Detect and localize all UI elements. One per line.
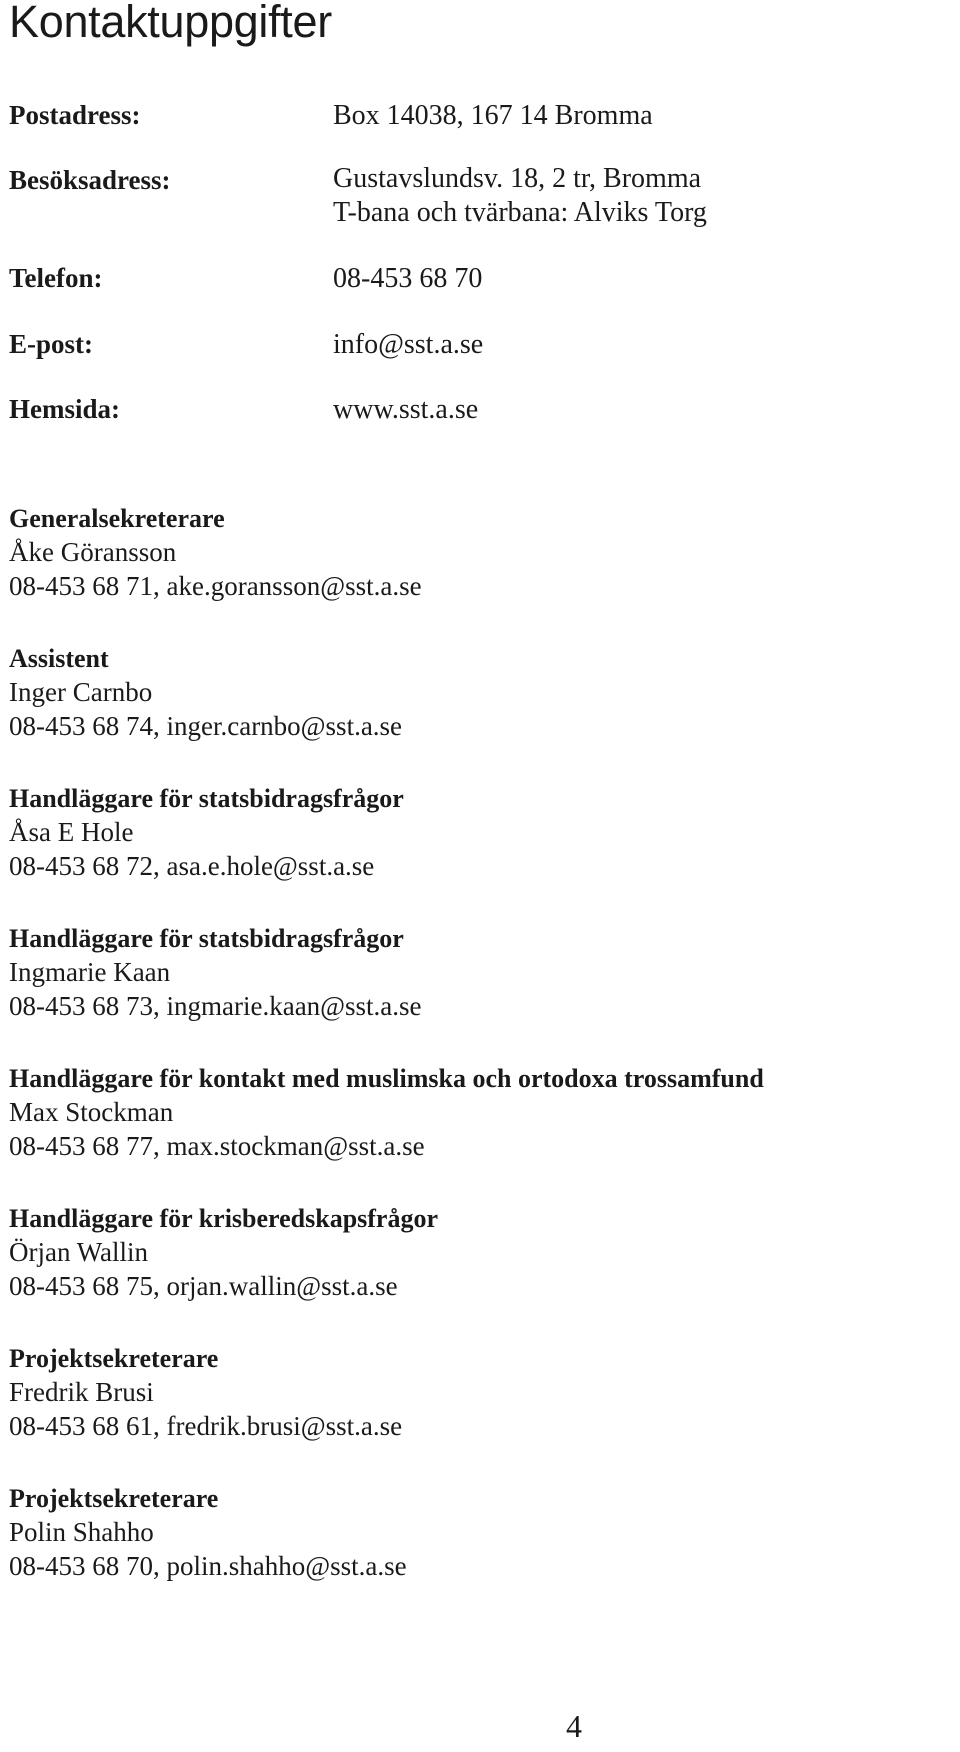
epost-value: info@sst.a.se (333, 329, 484, 360)
contact-name: Max Stockman (9, 1097, 174, 1127)
contact-detail: 08-453 68 73, ingmarie.kaan@sst.a.se (9, 991, 422, 1021)
postadress-label: Postadress: (9, 100, 141, 130)
besoksadress-line1: Gustavslundsv. 18, 2 tr, Bromma (333, 163, 702, 194)
contact-block (9, 1062, 764, 1164)
contact-block (9, 502, 422, 604)
besoksadress-line2: T-bana och tvärbana: Alviks Torg (333, 197, 707, 228)
epost-label: E-post: (9, 329, 94, 359)
contact-name: Fredrik Brusi (9, 1377, 154, 1407)
contact-role: Projektsekreterare (9, 1344, 219, 1373)
telefon-label: Telefon: (9, 263, 103, 293)
contact-name: Polin Shahho (9, 1517, 154, 1547)
contact-detail: 08-453 68 77, max.stockman@sst.a.se (9, 1131, 425, 1161)
contact-role: Handläggare för krisberedskapsfrågor (9, 1204, 439, 1233)
contact-role: Handläggare för statsbidragsfrågor (9, 924, 404, 953)
contact-detail: 08-453 68 71, ake.goransson@sst.a.se (9, 571, 422, 601)
contact-block (9, 922, 422, 1024)
contact-name: Åke Göransson (9, 537, 177, 567)
besoksadress-label: Besöksadress: (9, 165, 171, 195)
contact-name: Ingmarie Kaan (9, 957, 171, 987)
contact-role: Projektsekreterare (9, 1484, 219, 1513)
hemsida-label: Hemsida: (9, 394, 120, 424)
contact-detail: 08-453 68 72, asa.e.hole@sst.a.se (9, 851, 375, 881)
postadress-value: Box 14038, 167 14 Bromma (333, 100, 653, 131)
contact-role: Handläggare för statsbidragsfrågor (9, 784, 404, 813)
contact-name: Åsa E Hole (9, 817, 134, 847)
contact-name: Inger Carnbo (9, 677, 153, 707)
contact-block (9, 1482, 407, 1584)
contact-block (9, 782, 404, 884)
contact-block (9, 1202, 438, 1304)
contact-role: Assistent (9, 644, 109, 673)
contact-block (9, 642, 402, 744)
contact-role: Generalsekreterare (9, 504, 225, 533)
contact-block (9, 1342, 402, 1444)
hemsida-value: www.sst.a.se (333, 394, 479, 425)
contact-detail: 08-453 68 74, inger.carnbo@sst.a.se (9, 711, 403, 741)
contact-role: Handläggare för kontakt med muslimska och ortodoxa trossamfund (9, 1064, 764, 1093)
contact-detail: 08-453 68 61, fredrik.brusi@sst.a.se (9, 1411, 403, 1441)
contact-name: Örjan Wallin (9, 1237, 149, 1267)
telefon-value: 08-453 68 70 (333, 263, 483, 294)
page-title: Kontaktuppgifter (9, 0, 332, 47)
contact-detail: 08-453 68 75, orjan.wallin@sst.a.se (9, 1271, 398, 1301)
page-number: 4 (566, 1708, 582, 1744)
contact-detail: 08-453 68 70, polin.shahho@sst.a.se (9, 1551, 407, 1581)
